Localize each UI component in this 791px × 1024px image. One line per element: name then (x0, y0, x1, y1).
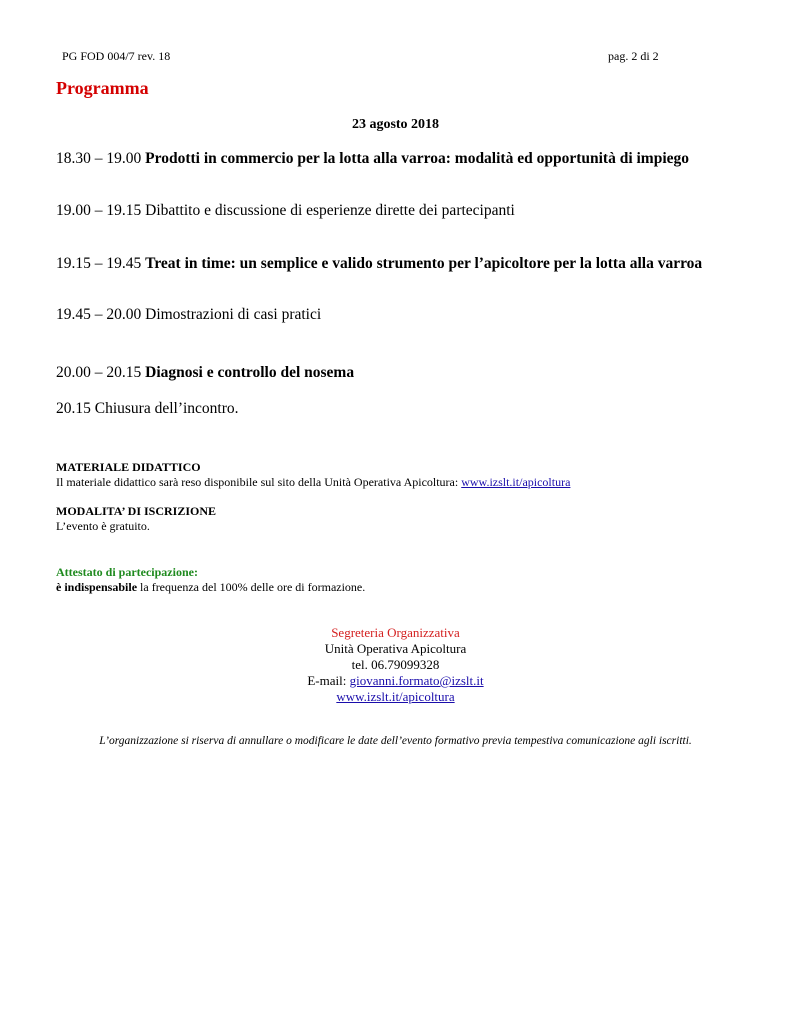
contacts-block (0, 625, 791, 705)
email-link[interactable]: giovanni.formato@izslt.it (349, 673, 484, 688)
contacts-tel: tel. 06.79099328 (351, 657, 440, 672)
attestato-bold-text: è indispensabile (56, 580, 138, 594)
program-time: 20.00 – 20.15 (56, 364, 146, 381)
contacts-heading: Segreteria Organizzativa (331, 625, 460, 640)
modalita-section (56, 504, 216, 534)
program-time: 18.30 – 19.00 (56, 150, 146, 167)
program-text: Dibattito e discussione di esperienze dirette dei partecipanti (145, 202, 515, 219)
program-item (56, 304, 736, 326)
materiale-section (56, 460, 570, 490)
program-time: 19.45 – 20.00 (56, 306, 146, 323)
page-title: Programma (56, 78, 149, 98)
program-item (56, 148, 736, 170)
program-time: 19.00 – 19.15 (56, 202, 146, 219)
program-text: Dimostrazioni di casi pratici (145, 306, 322, 323)
event-date: 23 agosto 2018 (351, 117, 440, 132)
program-item (56, 398, 736, 420)
disclaimer: L’organizzazione si riserva di annullare o modificare le date dell’evento formativo previa tempestiva comunicazione agli iscritti. (99, 735, 692, 747)
program-text: Prodotti in commercio per la lotta alla varroa: modalità ed opportunità di impiego (145, 150, 690, 167)
attestato-heading: Attestato di partecipazione: (56, 565, 198, 579)
materiale-heading: MATERIALE DIDATTICO (56, 460, 201, 474)
attestato-text: la frequenza del 100% delle ore di formazione. (137, 580, 366, 594)
program-item (56, 362, 736, 384)
program-text: Treat in time: un semplice e valido strumento per l’apicoltore per la lotta alla varroa (145, 255, 703, 272)
program-time: 20.15 (56, 400, 95, 417)
materiale-text: Il materiale didattico sarà reso disponibile sul sito della Unità Operativa Apicoltura: (56, 475, 462, 489)
document-code: PG FOD 004/7 rev. 18 (62, 49, 171, 63)
program-time: 19.15 – 19.45 (56, 255, 146, 272)
contacts-unit: Unità Operativa Apicoltura (324, 641, 467, 656)
attestato-section (56, 565, 365, 595)
modalita-heading: MODALITA’ DI ISCRIZIONE (56, 504, 217, 518)
program-item (56, 253, 736, 275)
program-item (56, 200, 736, 222)
program-text: Diagnosi e controllo del nosema (145, 364, 355, 381)
page-number: pag. 2 di 2 (608, 49, 659, 63)
program-text: Chiusura dell’incontro. (94, 400, 239, 417)
email-label: E-mail: (307, 673, 350, 688)
website-link[interactable]: www.izslt.it/apicoltura (336, 689, 455, 704)
modalita-text: L’evento è gratuito. (56, 519, 150, 533)
materiale-link[interactable]: www.izslt.it/apicoltura (461, 475, 571, 489)
